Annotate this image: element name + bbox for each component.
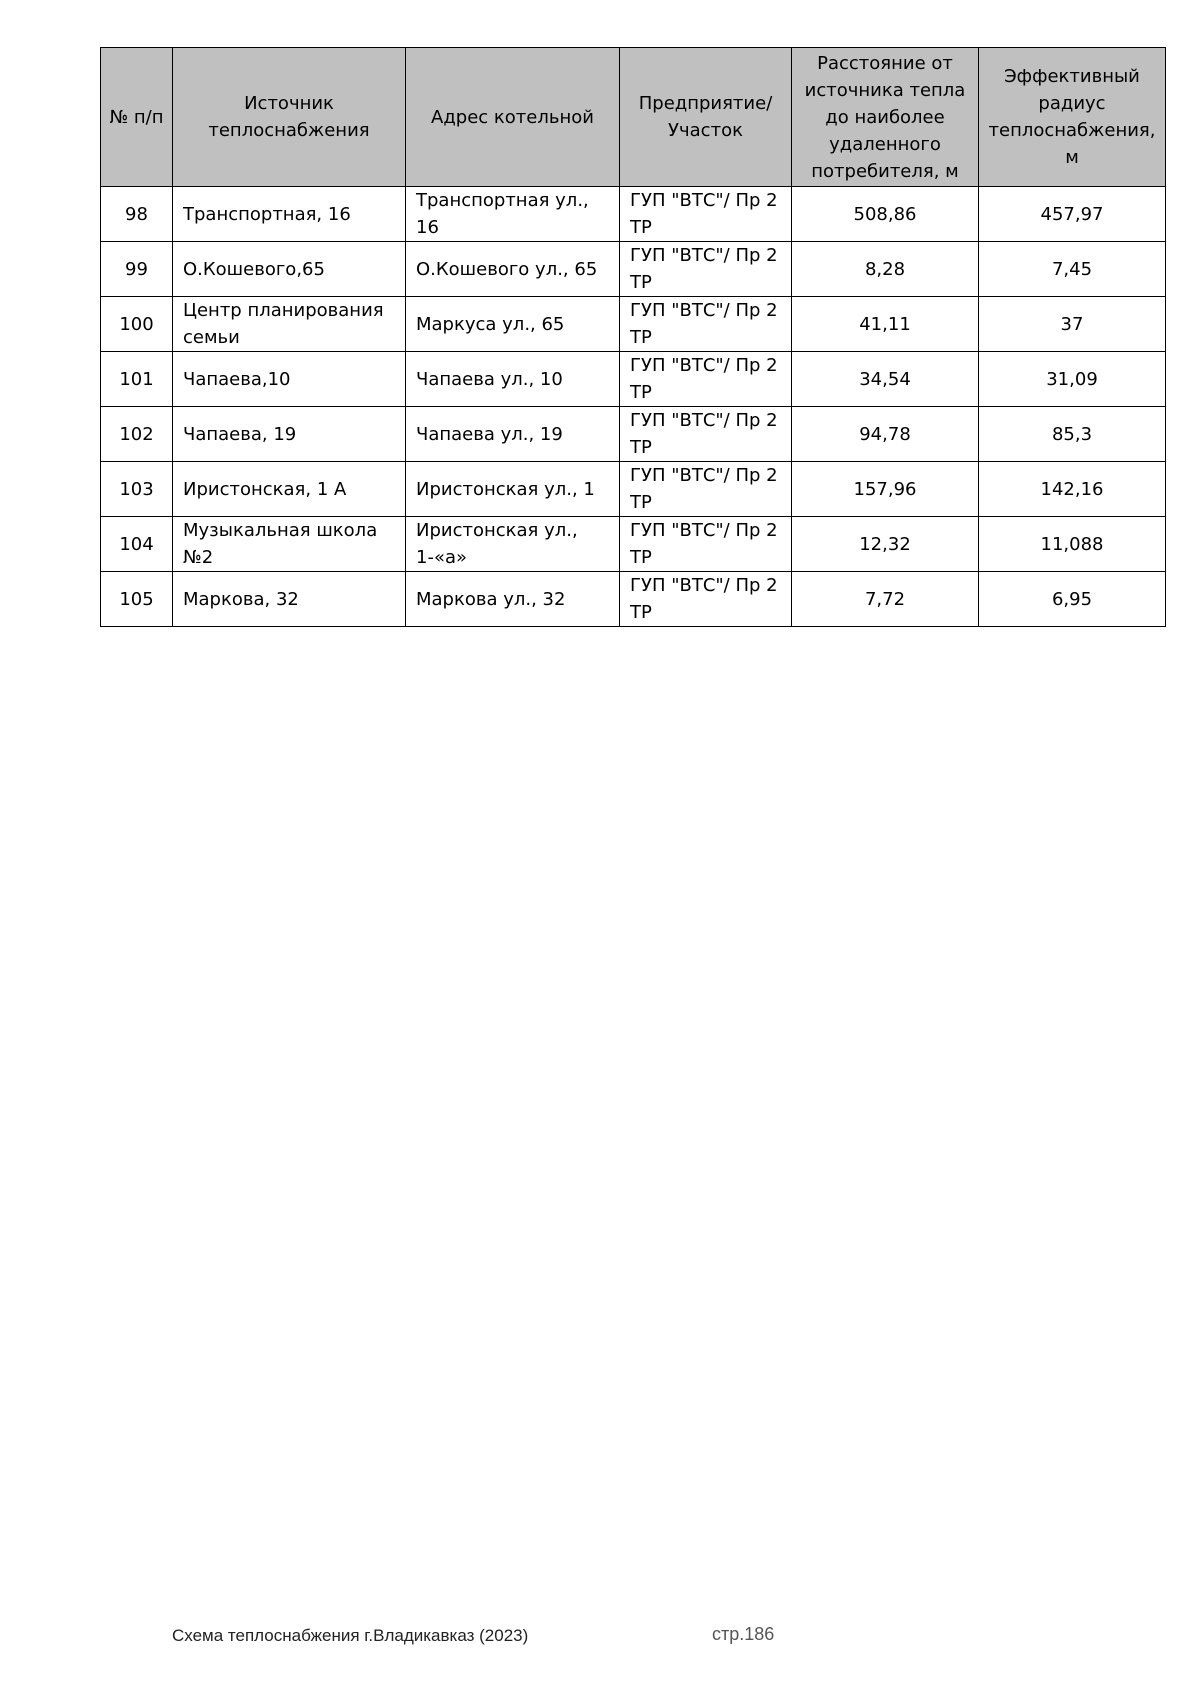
header-source: Источник теплоснабжения	[173, 48, 406, 187]
table-body	[101, 187, 1166, 627]
cell-address: Транспортная ул., 16	[406, 187, 620, 242]
cell-effective-radius: 142,16	[979, 462, 1166, 517]
header-address: Адрес котельной	[406, 48, 620, 187]
cell-distance: 8,28	[792, 242, 979, 297]
cell-source: О.Кошевого,65	[173, 242, 406, 297]
cell-effective-radius: 37	[979, 297, 1166, 352]
cell-number: 104	[101, 517, 173, 572]
table-row	[101, 517, 1166, 572]
cell-enterprise: ГУП "ВТС"/ Пр 2 ТР	[620, 462, 792, 517]
table-row	[101, 572, 1166, 627]
table-row	[101, 242, 1166, 297]
cell-enterprise: ГУП "ВТС"/ Пр 2 ТР	[620, 352, 792, 407]
cell-enterprise: ГУП "ВТС"/ Пр 2 ТР	[620, 242, 792, 297]
cell-effective-radius: 6,95	[979, 572, 1166, 627]
cell-source: Маркова, 32	[173, 572, 406, 627]
cell-number: 101	[101, 352, 173, 407]
footer-document-title: Схема теплоснабжения г.Владикавказ (2023)	[172, 1626, 529, 1645]
cell-effective-radius: 11,088	[979, 517, 1166, 572]
cell-address: Иристонская ул., 1	[406, 462, 620, 517]
cell-number: 103	[101, 462, 173, 517]
cell-number: 100	[101, 297, 173, 352]
cell-enterprise: ГУП "ВТС"/ Пр 2 ТР	[620, 187, 792, 242]
cell-number: 105	[101, 572, 173, 627]
cell-number: 102	[101, 407, 173, 462]
cell-distance: 41,11	[792, 297, 979, 352]
table-row	[101, 187, 1166, 242]
cell-enterprise: ГУП "ВТС"/ Пр 2 ТР	[620, 572, 792, 627]
cell-source: Иристонская, 1 А	[173, 462, 406, 517]
cell-address: Чапаева ул., 19	[406, 407, 620, 462]
header-row	[101, 48, 1166, 187]
header-effective-radius: Эффективный радиус теплоснабжения, м	[979, 48, 1166, 187]
cell-effective-radius: 457,97	[979, 187, 1166, 242]
header-enterprise: Предприятие/ Участок	[620, 48, 792, 187]
cell-distance: 157,96	[792, 462, 979, 517]
cell-address: Маркова ул., 32	[406, 572, 620, 627]
cell-number: 98	[101, 187, 173, 242]
table-row	[101, 352, 1166, 407]
cell-enterprise: ГУП "ВТС"/ Пр 2 ТР	[620, 407, 792, 462]
cell-enterprise: ГУП "ВТС"/ Пр 2 ТР	[620, 517, 792, 572]
cell-effective-radius: 85,3	[979, 407, 1166, 462]
table-row	[101, 297, 1166, 352]
cell-source: Музыкальная школа №2	[173, 517, 406, 572]
cell-effective-radius: 31,09	[979, 352, 1166, 407]
cell-distance: 34,54	[792, 352, 979, 407]
table-row	[101, 462, 1166, 517]
cell-address: Иристонская ул., 1-«а»	[406, 517, 620, 572]
cell-source: Транспортная, 16	[173, 187, 406, 242]
footer-page-number: стр.186	[712, 1624, 775, 1644]
header-distance: Расстояние от источника тепла до наиболее удаленного потребителя, м	[792, 48, 979, 187]
cell-distance: 7,72	[792, 572, 979, 627]
cell-source: Чапаева, 19	[173, 407, 406, 462]
cell-address: Чапаева ул., 10	[406, 352, 620, 407]
header-number: № п/п	[101, 48, 173, 187]
cell-enterprise: ГУП "ВТС"/ Пр 2 ТР	[620, 297, 792, 352]
table-row	[101, 407, 1166, 462]
cell-address: О.Кошевого ул., 65	[406, 242, 620, 297]
table-header	[101, 48, 1166, 187]
cell-effective-radius: 7,45	[979, 242, 1166, 297]
cell-source: Центр планирования семьи	[173, 297, 406, 352]
cell-distance: 12,32	[792, 517, 979, 572]
cell-source: Чапаева,10	[173, 352, 406, 407]
cell-address: Маркуса ул., 65	[406, 297, 620, 352]
heat-supply-radius-table	[100, 47, 1166, 627]
cell-number: 99	[101, 242, 173, 297]
cell-distance: 508,86	[792, 187, 979, 242]
cell-distance: 94,78	[792, 407, 979, 462]
